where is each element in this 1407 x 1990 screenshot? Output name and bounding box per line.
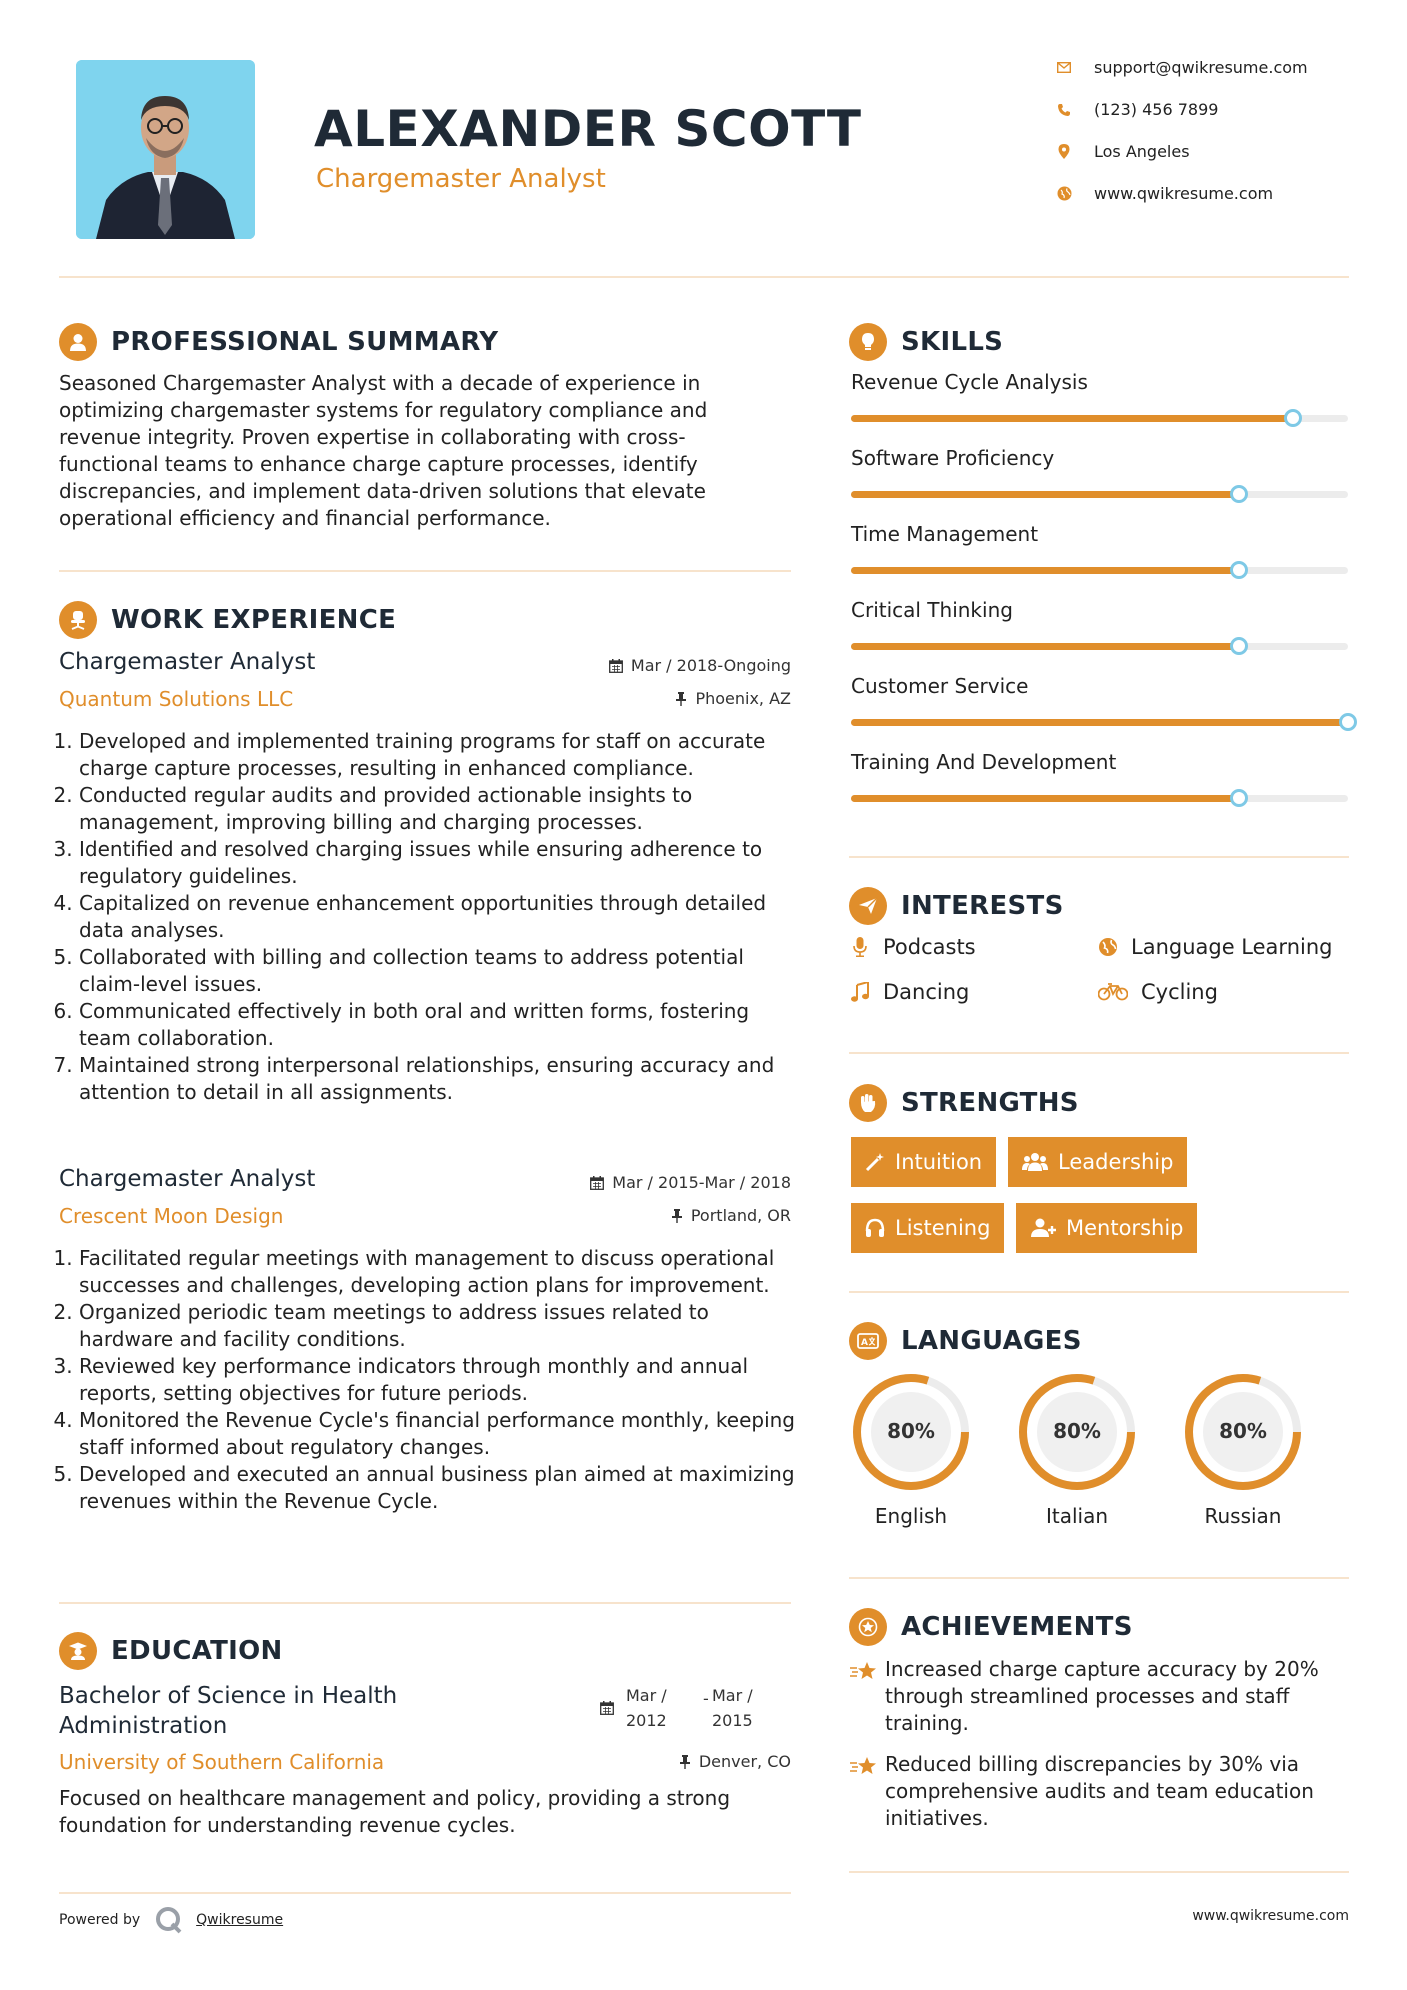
language-percent: 80% (887, 1419, 935, 1443)
strength-tag-listening (851, 1203, 1004, 1253)
summary-text (59, 370, 799, 532)
edu-start (626, 1683, 686, 1733)
summary-line: revenue integrity. Proven expertise in collaborating with cross- (59, 425, 686, 449)
section-divider (59, 570, 791, 572)
skill-bar-track (851, 567, 1348, 574)
edu-end (712, 1683, 772, 1733)
section-divider (849, 1291, 1349, 1293)
envelope-icon (1056, 60, 1072, 76)
section-divider (849, 1577, 1349, 1579)
skill-bar-fill (851, 643, 1239, 650)
calendar-icon (600, 1701, 614, 1715)
summary-line: Seasoned Chargemaster Analyst with a decade of experience in (59, 371, 701, 395)
list-item: 2. Conducted regular audits and provided actionable insights to management, improving billing and charging processes. (79, 782, 799, 836)
microphone-icon (849, 937, 871, 957)
skill-name: Time Management (851, 522, 1039, 546)
achievement-item (849, 1751, 1339, 1832)
pushpin-icon (675, 692, 687, 706)
interest-label: Language Learning (1131, 935, 1333, 959)
company-name: Quantum Solutions LLC (59, 687, 294, 711)
skill-bar-track (851, 719, 1348, 726)
languages-heading: LANGUAGES (901, 1326, 1082, 1356)
skills-section-header (849, 323, 1003, 361)
contact-website[interactable] (1056, 184, 1356, 203)
interests-section-header (849, 887, 1064, 925)
language-percent: 80% (1219, 1419, 1267, 1443)
language-item (849, 1370, 973, 1528)
list-item: 4. Monitored the Revenue Cycle's financial performance monthly, keeping staff informed about regulatory changes. (79, 1407, 799, 1461)
skill-bar-track (851, 415, 1348, 422)
skill-bar-knob (1284, 409, 1302, 427)
summary-line: optimizing chargemaster systems for regulatory compliance and (59, 398, 708, 422)
strength-tag-mentorship (1016, 1203, 1197, 1253)
map-pin-icon (1056, 144, 1072, 160)
shooting-star-icon (849, 1656, 885, 1737)
qwikresume-logo-icon (154, 1905, 184, 1935)
star-badge-icon (849, 1608, 887, 1646)
skill-bar-knob (1230, 561, 1248, 579)
achievement-item (849, 1656, 1339, 1737)
language-name: English (874, 1504, 948, 1528)
achievement-text: Reduced billing discrepancies by 30% via comprehensive audits and team education initiatives. (885, 1752, 1314, 1830)
skill-bar-fill (851, 415, 1293, 422)
experience-section-header (59, 601, 396, 639)
edu-end-year: 2015 (712, 1711, 753, 1730)
job-location (460, 689, 791, 708)
achievement-text: Increased charge capture accuracy by 20% through streamlined processes and staff training. (885, 1657, 1319, 1735)
company-name: Crescent Moon Design (59, 1204, 284, 1228)
list-item: 4. Capitalized on revenue enhancement opportunities through detailed data analyses. (79, 890, 799, 944)
list-item: 7. Maintained strong interpersonal relationships, ensuring accuracy and attention to detail in all assignments. (79, 1052, 799, 1106)
strength-label: Intuition (895, 1150, 983, 1174)
list-item: 1. Developed and implemented training programs for staff on accurate charge capture processes, resulting in enhanced compliance. (79, 728, 799, 782)
footer-website[interactable]: www.qwikresume.com (1192, 1908, 1349, 1924)
language-item (1181, 1370, 1305, 1528)
strength-tag-leadership (1008, 1137, 1187, 1187)
list-item: 3. Reviewed key performance indicators through monthly and annual reports, setting objectives for future periods. (79, 1353, 799, 1407)
skill-bar-fill (851, 795, 1239, 802)
interests-heading: INTERESTS (901, 891, 1064, 921)
graduate-icon (59, 1632, 97, 1670)
skill-bar-fill (851, 491, 1239, 498)
summary-section-header (59, 323, 498, 361)
language-name: Russian (1204, 1504, 1282, 1528)
profile-photo (76, 60, 255, 239)
strengths-section-header (849, 1084, 1079, 1122)
languages-section-header (849, 1322, 1082, 1360)
powered-by (59, 1905, 283, 1935)
skill-name: Customer Service (851, 674, 1029, 698)
globe-icon (1097, 937, 1119, 957)
job-responsibilities (59, 728, 799, 1106)
skill-name: Revenue Cycle Analysis (851, 370, 1088, 394)
phone-text: (123) 456 7899 (1094, 100, 1219, 119)
summary-heading: PROFESSIONAL SUMMARY (111, 327, 499, 357)
education-location-text: Denver, CO (698, 1752, 791, 1771)
achievements-heading: ACHIEVEMENTS (901, 1612, 1133, 1642)
job-date (460, 1173, 791, 1192)
section-divider (849, 1052, 1349, 1054)
job-location-text: Phoenix, AZ (695, 689, 791, 708)
job-date-text: Mar / 2015-Mar / 2018 (612, 1173, 791, 1192)
pushpin-icon (671, 1209, 683, 1223)
skill-bar-fill (851, 719, 1348, 726)
job-location (460, 1206, 791, 1225)
interest-dancing (849, 980, 969, 1004)
skill-name: Software Proficiency (851, 446, 1055, 470)
summary-line: operational efficiency and financial performance. (59, 506, 551, 530)
interest-label: Cycling (1141, 980, 1218, 1004)
pushpin-icon (679, 1755, 691, 1769)
headphones-icon (865, 1218, 885, 1238)
skill-bar-track (851, 643, 1348, 650)
paper-plane-icon (849, 887, 887, 925)
powered-by-label: Powered by (59, 1912, 141, 1928)
qwikresume-link[interactable]: Qwikresume (196, 1912, 284, 1928)
skill-name: Critical Thinking (851, 598, 1013, 622)
job-date-text: Mar / 2018-Ongoing (630, 656, 791, 675)
edu-end-month: Mar / (712, 1686, 753, 1705)
summary-line: functional teams to enhance charge capture processes, identify (59, 452, 698, 476)
email-text: support@qwikresume.com (1094, 58, 1308, 77)
job-location-text: Portland, OR (690, 1206, 791, 1225)
language-percent: 80% (1053, 1419, 1101, 1443)
office-chair-icon (59, 601, 97, 639)
section-divider (849, 1871, 1349, 1873)
website-text: www.qwikresume.com (1094, 184, 1274, 203)
interest-label: Podcasts (883, 935, 976, 959)
job-responsibilities (59, 1245, 799, 1515)
job-title: Chargemaster Analyst (59, 1166, 316, 1192)
skill-bar-knob (1230, 637, 1248, 655)
language-name: Italian (1045, 1504, 1109, 1528)
users-icon (1022, 1152, 1048, 1172)
skill-bar-knob (1230, 789, 1248, 807)
candidate-name: ALEXANDER SCOTT (314, 100, 862, 158)
contact-phone[interactable] (1056, 100, 1356, 119)
edu-start-month: Mar / (626, 1686, 667, 1705)
skills-heading: SKILLS (901, 327, 1004, 357)
phone-icon (1056, 102, 1072, 118)
school-name: University of Southern California (59, 1750, 385, 1774)
header-divider (59, 276, 1349, 278)
strengths-heading: STRENGTHS (901, 1088, 1079, 1118)
list-item: 6. Communicated effectively in both oral and written forms, fostering team collaboration. (79, 998, 799, 1052)
language-card-icon (849, 1322, 887, 1360)
contact-email[interactable] (1056, 58, 1356, 77)
degree-line: Administration (59, 1713, 228, 1739)
list-item: 3. Identified and resolved charging issues while ensuring adherence to regulatory guidelines. (79, 836, 799, 890)
skill-bar-track (851, 795, 1348, 802)
calendar-icon (590, 1176, 604, 1190)
lightbulb-icon (849, 323, 887, 361)
education-location (460, 1752, 791, 1771)
degree-line: Bachelor of Science in Health (59, 1683, 398, 1709)
globe-icon (1056, 186, 1072, 202)
contact-location (1056, 142, 1356, 161)
job-title: Chargemaster Analyst (59, 649, 316, 675)
user-icon (59, 323, 97, 361)
interest-cycling (1097, 980, 1218, 1004)
shooting-star-icon (849, 1751, 885, 1832)
strength-label: Listening (895, 1216, 991, 1240)
summary-line: discrepancies, and implement data-driven solutions that elevate (59, 479, 706, 503)
interest-language-learning (1097, 935, 1332, 959)
strength-label: Leadership (1058, 1150, 1174, 1174)
skill-bar-knob (1230, 485, 1248, 503)
user-plus-icon (1030, 1218, 1056, 1238)
list-item: 1. Facilitated regular meetings with management to discuss operational successes and challenges, developing action plans for improvement. (79, 1245, 799, 1299)
edu-date-dash: - (703, 1689, 709, 1708)
svg-text:A: A (861, 1338, 868, 1348)
education-heading: EDUCATION (111, 1636, 283, 1666)
interest-label: Dancing (883, 980, 970, 1004)
section-divider (849, 856, 1349, 858)
degree-title (59, 1681, 397, 1741)
list-item: 2. Organized periodic team meetings to address issues related to hardware and facility conditions. (79, 1299, 799, 1353)
skill-name: Training And Development (851, 750, 1117, 774)
language-item (1015, 1370, 1139, 1528)
music-icon (849, 982, 871, 1002)
education-description: Focused on healthcare management and policy, providing a strong foundation for understanding revenue cycles. (59, 1786, 731, 1837)
interest-podcasts (849, 935, 976, 959)
strength-label: Mentorship (1066, 1216, 1184, 1240)
calendar-icon (609, 659, 623, 673)
list-item: 5. Collaborated with billing and collection teams to address potential claim-level issues. (79, 944, 799, 998)
strength-tag-intuition (851, 1137, 996, 1187)
magic-wand-icon (865, 1152, 885, 1172)
section-divider (59, 1602, 791, 1604)
experience-heading: WORK EXPERIENCE (111, 605, 397, 635)
bicycle-icon (1097, 983, 1129, 1001)
fist-icon (849, 1084, 887, 1122)
achievements-section-header (849, 1608, 1133, 1646)
job-date (460, 656, 791, 675)
education-section-header (59, 1632, 283, 1670)
list-item: 5. Developed and executed an annual business plan aimed at maximizing revenues within the Revenue Cycle. (79, 1461, 799, 1515)
location-text: Los Angeles (1094, 142, 1190, 161)
skill-bar-knob (1339, 713, 1357, 731)
skill-bar-track (851, 491, 1348, 498)
skill-bar-fill (851, 567, 1239, 574)
candidate-title: Chargemaster Analyst (316, 164, 606, 194)
section-divider (59, 1892, 791, 1894)
edu-start-year: 2012 (626, 1711, 667, 1730)
